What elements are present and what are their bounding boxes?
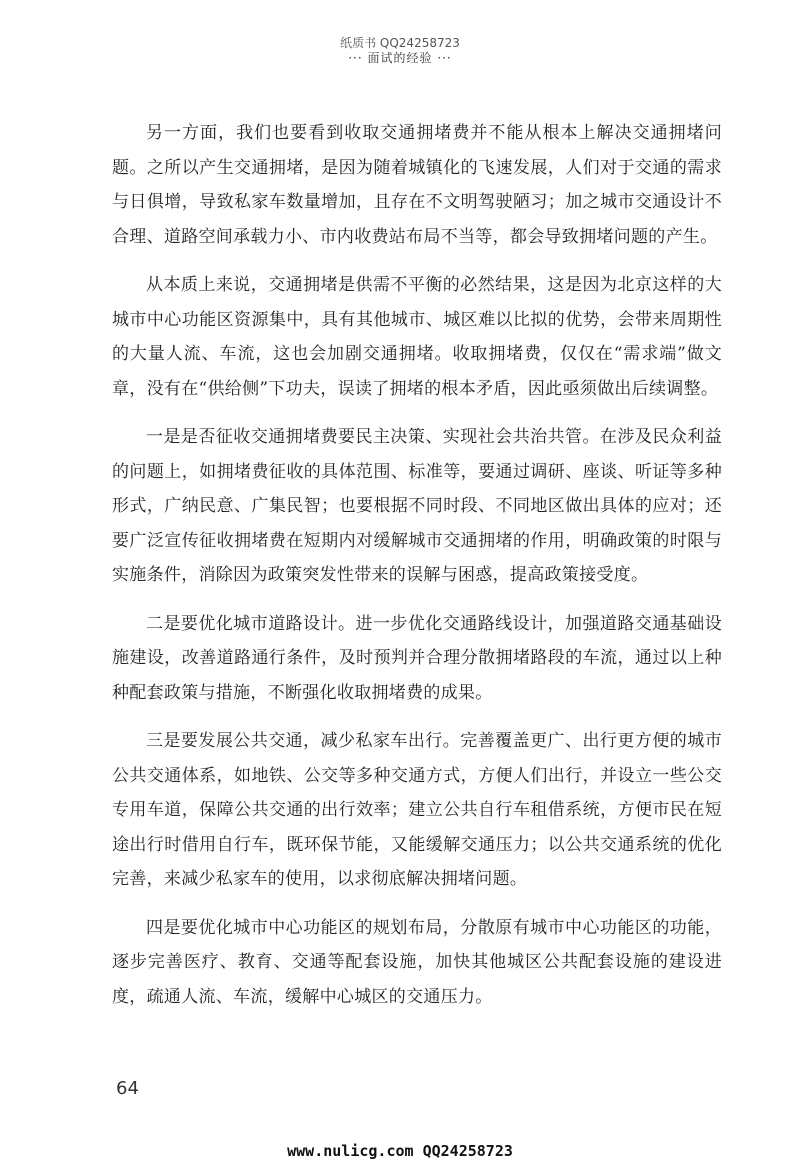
footer-site: www.nulicg.com QQ24258723: [287, 1142, 513, 1160]
running-title: ··· 面试的经验 ···: [348, 51, 452, 65]
paragraph: 二是要优化城市道路设计。进一步优化交通路线设计，加强道路交通基础设施建设，改善道路通行条件，及时预判并合理分散拥堵路段的车流，通过以上种种配套政策与措施，不断强化收取拥堵费的成果。: [112, 613, 722, 703]
paragraph: 从本质上来说，交通拥堵是供需不平衡的必然结果，这是因为北京这样的大城市中心功能区资源集中，具有其他城市、城区难以比拟的优势，会带来周期性的大量人流、车流，这也会加剧交通拥堵。收取拥堵费，仅仅在“需求端”做文章，没有在“供给侧”下功夫，误读了拥堵的根本矛盾，因此亟须做出后续调整。: [112, 275, 722, 399]
paragraph: 四是要优化城市中心功能区的规划布局，分散原有城市中心功能区的功能，逐步完善医疗、教育、交通等配套设施，加快其他城区公共配套设施的建设进度，疏通人流、车流，缓解中心城区的交通压力。: [112, 917, 722, 1007]
paragraph: 三是要发展公共交通，减少私家车出行。完善覆盖更广、出行更方便的城市公共交通体系，如地铁、公交等多种交通方式，方便人们出行，并设立一些公交专用车道，保障公共交通的出行效率；建立公共自行车租借系统，方便市民在短途出行时借用自行车，既环保节能，又能缓解交通压力；以公共交通系统的优化完善，来减少私家车的使用，以求彻底解决拥堵问题。: [112, 731, 722, 889]
paragraph: 另一方面，我们也要看到收取交通拥堵费并不能从根本上解决交通拥堵问题。之所以产生交通拥堵，是因为随着城镇化的飞速发展，人们对于交通的需求与日俱增，导致私家车数量增加，且存在不文明驾驶陋习；加之城市交通设计不合理、道路空间承载力小、市内收费站布局不当等，都会导致拥堵问题的产生。: [112, 123, 722, 247]
body-text: [112, 116, 722, 1028]
page-header: [0, 36, 800, 66]
header-watermark: 纸质书 QQ24258723: [340, 36, 460, 50]
page-number: 64: [116, 1078, 139, 1099]
paragraph: 一是是否征收交通拥堵费要民主决策、实现社会共治共管。在涉及民众利益的问题上，如拥堵费征收的具体范围、标准等，要通过调研、座谈、听证等多种形式，广纳民意、广集民智；也要根据不同时段、不同地区做出具体的应对；还要广泛宣传征收拥堵费在短期内对缓解城市交通拥堵的作用，明确政策的时限与实施条件，消除因为政策突发性带来的误解与困惑，提高政策接受度。: [112, 427, 722, 585]
